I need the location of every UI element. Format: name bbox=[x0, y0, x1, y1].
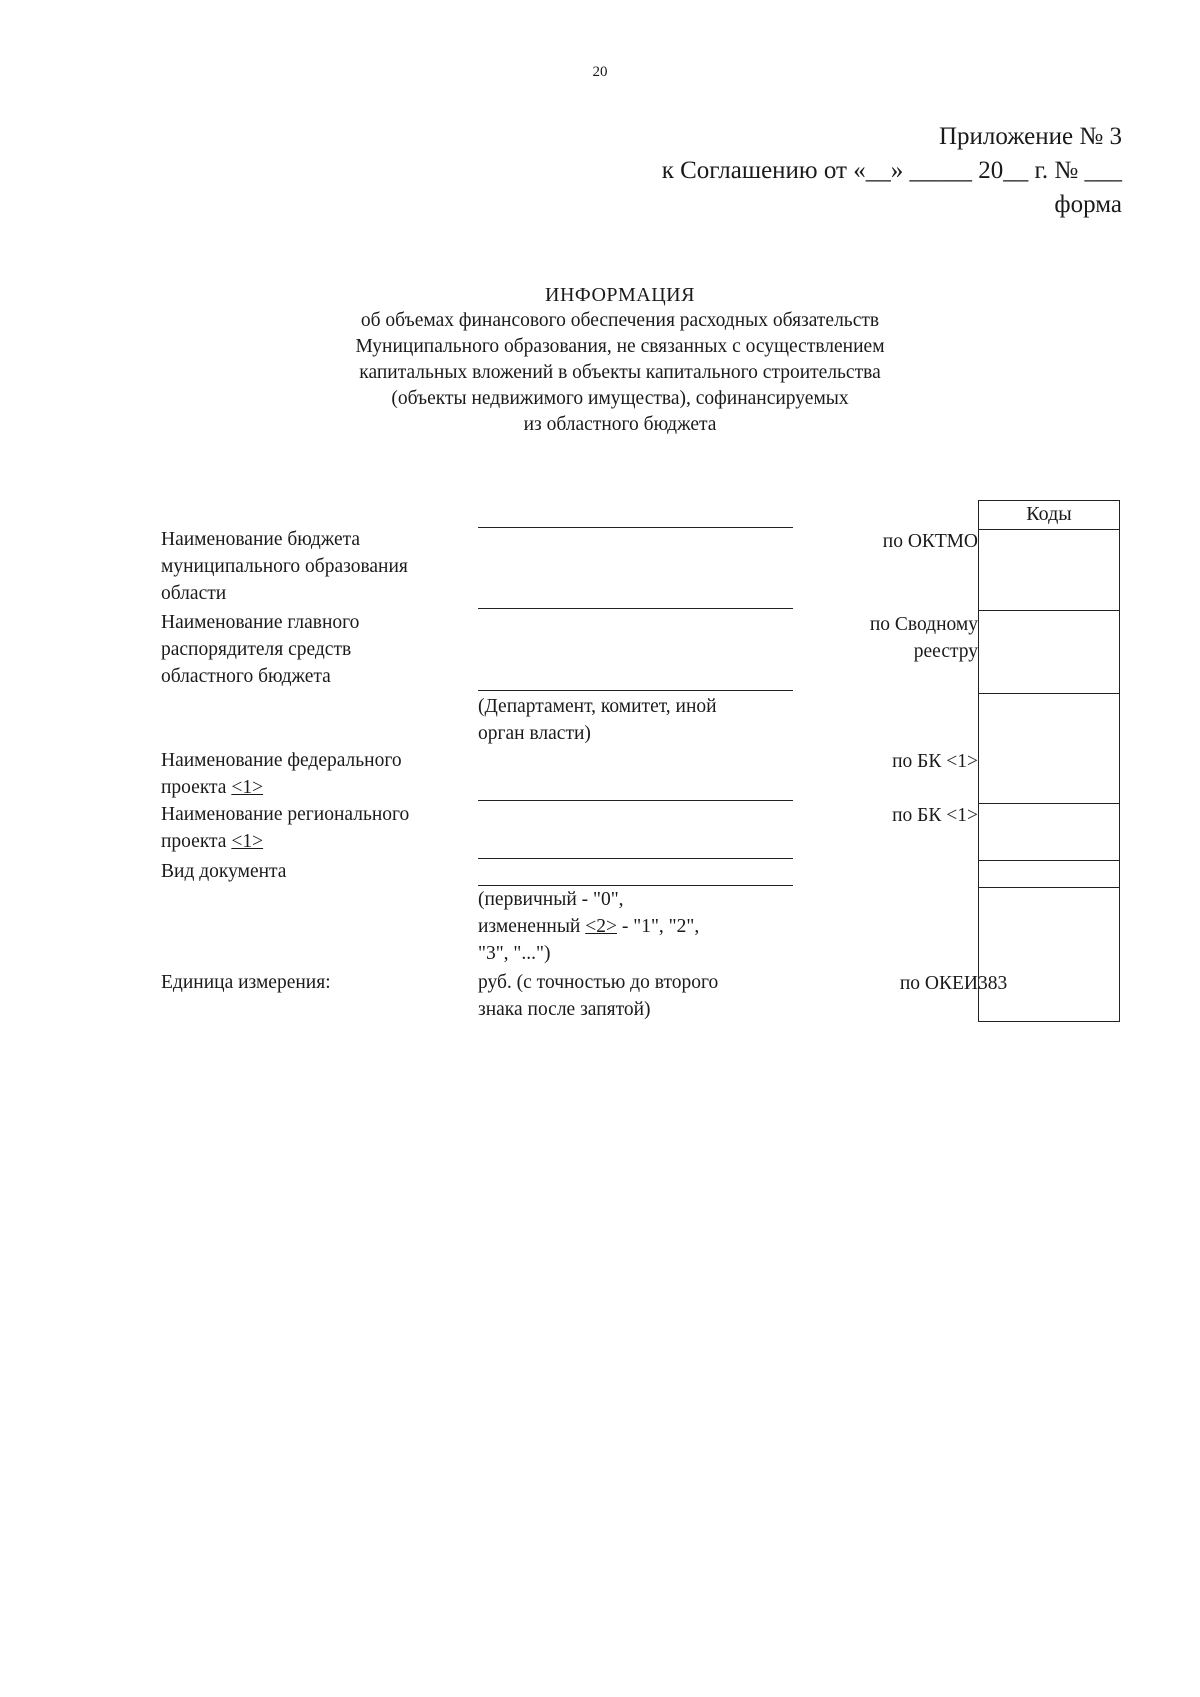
codes-divider bbox=[978, 887, 1120, 888]
document-type-label: Вид документа bbox=[161, 861, 287, 882]
unit-label: Единица измерения: bbox=[161, 972, 331, 993]
oktmo-code-label: по ОКТМО bbox=[882, 531, 978, 552]
regional-project-label: Наименование регионального проекта <1> bbox=[161, 804, 410, 852]
codes-box bbox=[978, 500, 1120, 1022]
footnote-ref-1[interactable]: <1> bbox=[231, 777, 264, 798]
title-line: из областного бюджета bbox=[523, 414, 717, 435]
title-line: об объемах финансового обеспечения расходных обязательств bbox=[360, 310, 880, 331]
budget-name-line bbox=[478, 527, 793, 528]
codes-divider bbox=[978, 803, 1120, 804]
document-title bbox=[200, 282, 1040, 438]
consolidated-register-label: по Сводному реестру bbox=[869, 614, 978, 662]
page-number: 20 bbox=[592, 64, 608, 80]
title-heading: ИНФОРМАЦИЯ bbox=[545, 284, 695, 306]
annex-heading bbox=[662, 120, 1122, 222]
codes-divider bbox=[978, 860, 1120, 861]
document-type-hint: (первичный - "0", измененный <2> - "1", "2", "3", "...") bbox=[478, 889, 700, 964]
budget-name-label: Наименование бюджета муниципального образования области bbox=[161, 529, 408, 604]
bk-code-label-regional: по БК <1> bbox=[892, 805, 978, 826]
bk-code-label-federal: по БК <1> bbox=[892, 751, 978, 772]
title-line: капитальных вложений в объекты капитального строительства bbox=[359, 362, 881, 383]
codes-divider bbox=[978, 610, 1120, 611]
manager-name-label: Наименование главного распорядителя средств областного бюджета bbox=[161, 612, 360, 687]
manager-name-line bbox=[478, 690, 793, 691]
regional-project-line bbox=[478, 858, 793, 859]
unit-value: руб. (с точностью до второго знака после запятой) bbox=[478, 972, 719, 1020]
annex-agreement-line: к Соглашению от «__» _____ 20__ г. № ___ bbox=[661, 157, 1122, 184]
title-line: Муниципального образования, не связанных с осуществлением bbox=[355, 336, 885, 357]
okei-code-value: 383 bbox=[978, 973, 1008, 994]
footnote-ref-2[interactable]: <2> bbox=[585, 916, 617, 937]
okei-code-label: по ОКЕИ bbox=[899, 973, 978, 994]
codes-divider bbox=[978, 693, 1120, 694]
codes-header: Коды bbox=[979, 501, 1119, 530]
manager-hint: (Департамент, комитет, иной орган власти) bbox=[478, 696, 717, 744]
federal-project-line bbox=[478, 800, 793, 801]
budget-name-line-2 bbox=[478, 608, 793, 609]
annex-form-label: форма bbox=[1054, 191, 1122, 218]
annex-number: Приложение № 3 bbox=[938, 123, 1122, 150]
title-line: (объекты недвижимого имущества), софинансируемых bbox=[391, 388, 849, 409]
federal-project-label: Наименование федерального проекта <1> bbox=[161, 750, 402, 798]
footnote-ref-1[interactable]: <1> bbox=[231, 831, 264, 852]
